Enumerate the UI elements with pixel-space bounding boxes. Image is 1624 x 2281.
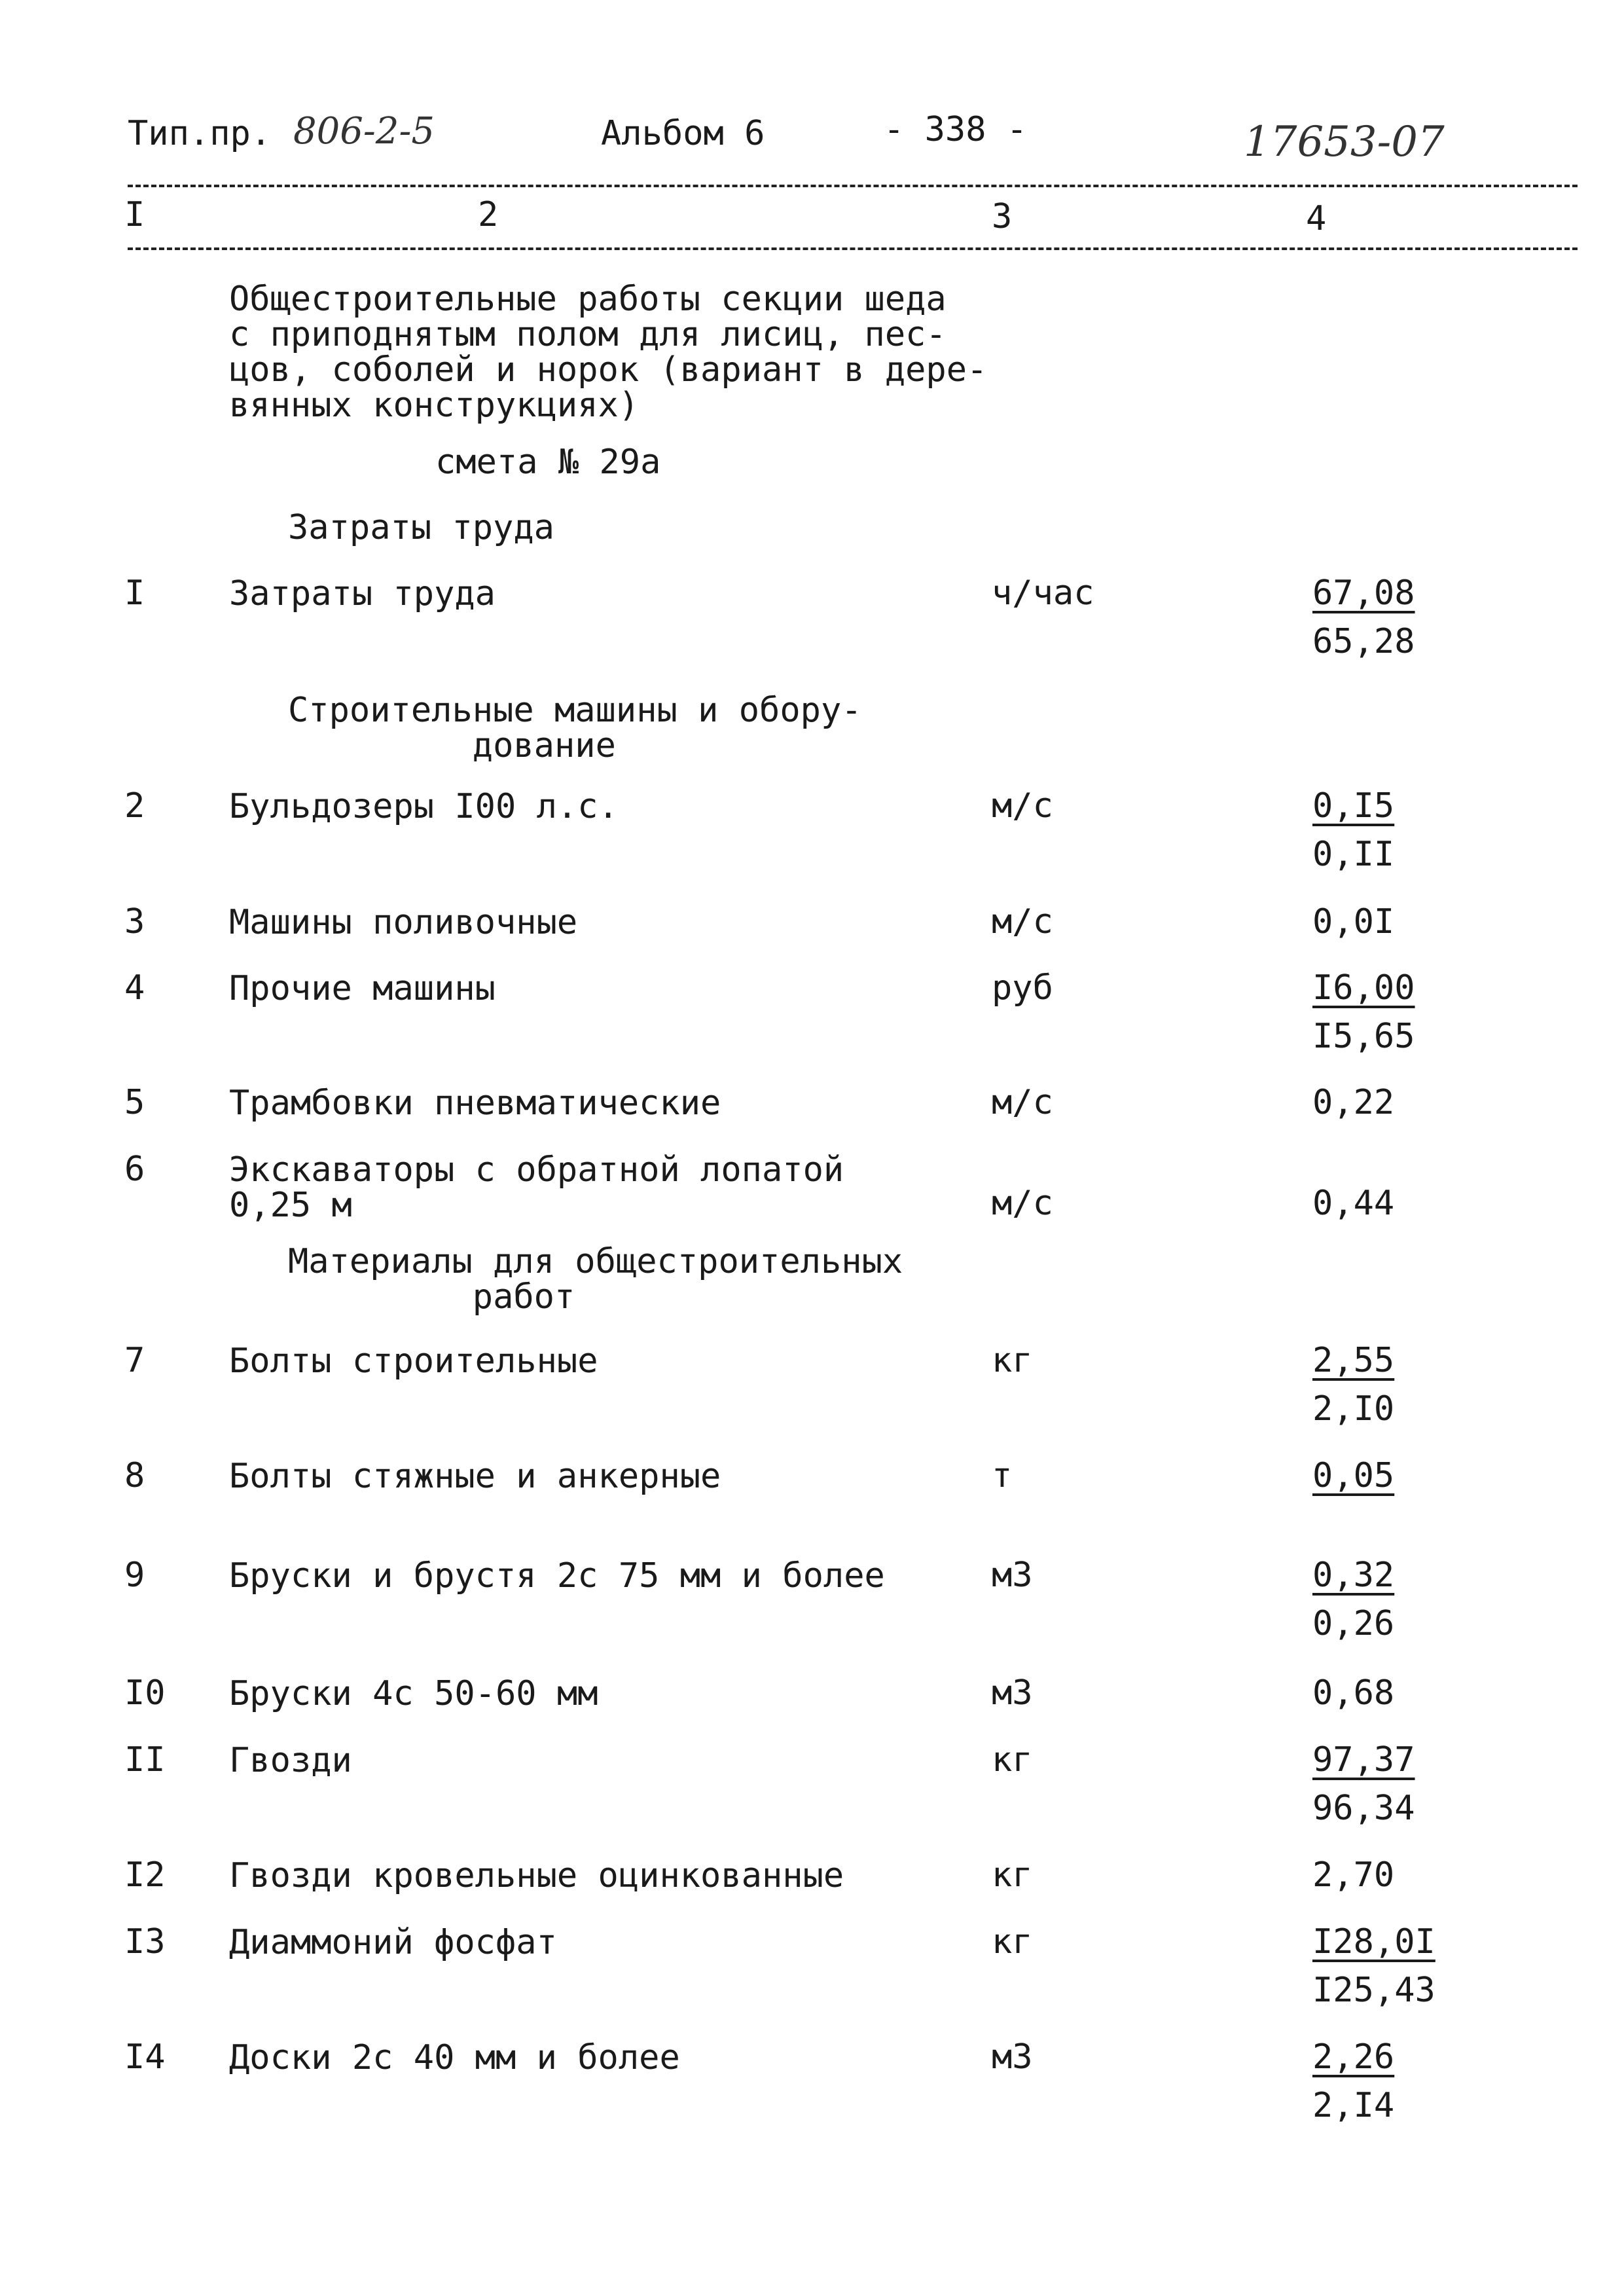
row-unit: м/с — [992, 1184, 1053, 1223]
group-labor-title: Затраты труда — [288, 508, 554, 547]
row-unit: руб — [992, 968, 1053, 1008]
section-title: Общестроительные работы секции шеда с приподнятым полом для лисиц, пес- цов, соболей и норок (вариант в дере- вянных конструкциях) — [229, 280, 988, 425]
row-name: Машины поливочные — [229, 903, 578, 942]
table-row — [0, 1922, 1624, 2030]
row-value: 0,32 — [1312, 1556, 1395, 1595]
handwritten-code: 17653-07 — [1244, 118, 1445, 166]
row-value: I28,0I — [1312, 1922, 1435, 1962]
table-row — [0, 1343, 1624, 1448]
row-name: Прочие машины — [229, 969, 496, 1008]
row-value: 0,22 — [1312, 1083, 1395, 1122]
row-number: 9 — [124, 1556, 145, 1595]
table-row — [0, 1558, 1624, 1663]
row-name: Болты строительные — [229, 1341, 598, 1381]
row-number: 6 — [124, 1150, 145, 1189]
table-row — [0, 2037, 1624, 2145]
column-header-2: 2 — [478, 195, 499, 234]
row-value-second: 96,34 — [1312, 1789, 1415, 1828]
row-name: Бруски 4с 50-60 мм — [229, 1674, 598, 1713]
row-unit: кг — [992, 1341, 1033, 1380]
row-value: 2,55 — [1312, 1341, 1395, 1380]
row-number: II — [124, 1740, 166, 1779]
row-value-second: 0,26 — [1312, 1604, 1395, 1643]
album-label: Альбом 6 — [601, 114, 765, 153]
row-name: Диаммоний фосфат — [229, 1923, 557, 1962]
column-header-1: I — [124, 195, 145, 234]
row-value-second: 2,I4 — [1312, 2086, 1395, 2125]
page-number: - 338 - — [884, 110, 1028, 149]
row-number: I0 — [124, 1673, 166, 1713]
row-unit: м3 — [992, 1556, 1033, 1595]
row-value: 97,37 — [1312, 1740, 1415, 1779]
table-row — [0, 576, 1624, 681]
row-name: Экскаваторы с обратной лопатой 0,25 м — [229, 1150, 844, 1225]
column-header-3: 3 — [992, 197, 1013, 236]
table-row — [0, 1456, 1624, 1563]
row-value: 0,I5 — [1312, 786, 1395, 826]
row-name: Доски 2с 40 мм и более — [229, 2038, 680, 2077]
row-value: 0,05 — [1312, 1456, 1395, 1495]
table-row — [0, 786, 1624, 894]
row-value: 67,08 — [1312, 574, 1415, 613]
row-number: 3 — [124, 902, 145, 941]
row-unit: кг — [992, 1922, 1033, 1962]
row-number: I3 — [124, 1922, 166, 1962]
row-name: Затраты труда — [229, 574, 496, 613]
row-unit: ч/час — [992, 574, 1094, 613]
row-name: Трамбовки пневматические — [229, 1084, 721, 1123]
row-unit: кг — [992, 1740, 1033, 1779]
row-unit: кг — [992, 1855, 1033, 1895]
header-dash-line-top — [128, 185, 1578, 187]
type-project-number: 806-2-5 — [293, 110, 435, 153]
row-name: Бульдозеры I00 л.с. — [229, 787, 619, 826]
row-number: I4 — [124, 2037, 166, 2077]
column-header-4: 4 — [1306, 199, 1327, 238]
group-materials-title: Материалы для общестроительных работ — [288, 1242, 903, 1317]
row-value-second: I25,43 — [1312, 1971, 1435, 2010]
row-number: I2 — [124, 1855, 166, 1895]
table-row — [0, 1740, 1624, 1848]
header-dash-line-bottom — [128, 247, 1578, 250]
estimate-label: смета № 29а — [435, 443, 661, 482]
row-number: 8 — [124, 1456, 145, 1495]
type-project-label: Тип.пр. — [128, 114, 272, 153]
table-row — [0, 1152, 1624, 1257]
row-unit: м/с — [992, 786, 1053, 826]
row-number: 5 — [124, 1083, 145, 1122]
row-number: 7 — [124, 1341, 145, 1380]
row-name: Бруски и брустя 2с 75 мм и более — [229, 1556, 885, 1596]
row-unit: м/с — [992, 1083, 1053, 1122]
row-unit: т — [992, 1456, 1013, 1495]
row-unit: м3 — [992, 2037, 1033, 2077]
row-unit: м/с — [992, 902, 1053, 941]
row-value: 2,70 — [1312, 1855, 1395, 1895]
row-value: 0,44 — [1312, 1184, 1395, 1223]
row-value: 2,26 — [1312, 2037, 1395, 2077]
row-value-second: 2,I0 — [1312, 1389, 1395, 1429]
row-number: 4 — [124, 968, 145, 1008]
group-machines-title: Строительные машины и обору- дование — [288, 691, 862, 765]
row-value: I6,00 — [1312, 968, 1415, 1008]
row-number: 2 — [124, 786, 145, 826]
row-name: Гвозди кровельные оцинкованные — [229, 1856, 844, 1895]
row-number: I — [124, 574, 145, 613]
row-name: Болты стяжные и анкерные — [229, 1457, 721, 1496]
row-unit: м3 — [992, 1673, 1033, 1713]
table-row — [0, 968, 1624, 1076]
row-value-second: 0,II — [1312, 835, 1395, 874]
row-value-second: I5,65 — [1312, 1017, 1415, 1056]
row-value: 0,68 — [1312, 1673, 1395, 1713]
row-name: Гвозди — [229, 1741, 352, 1780]
row-value-second: 65,28 — [1312, 622, 1415, 661]
row-value: 0,0I — [1312, 902, 1395, 941]
